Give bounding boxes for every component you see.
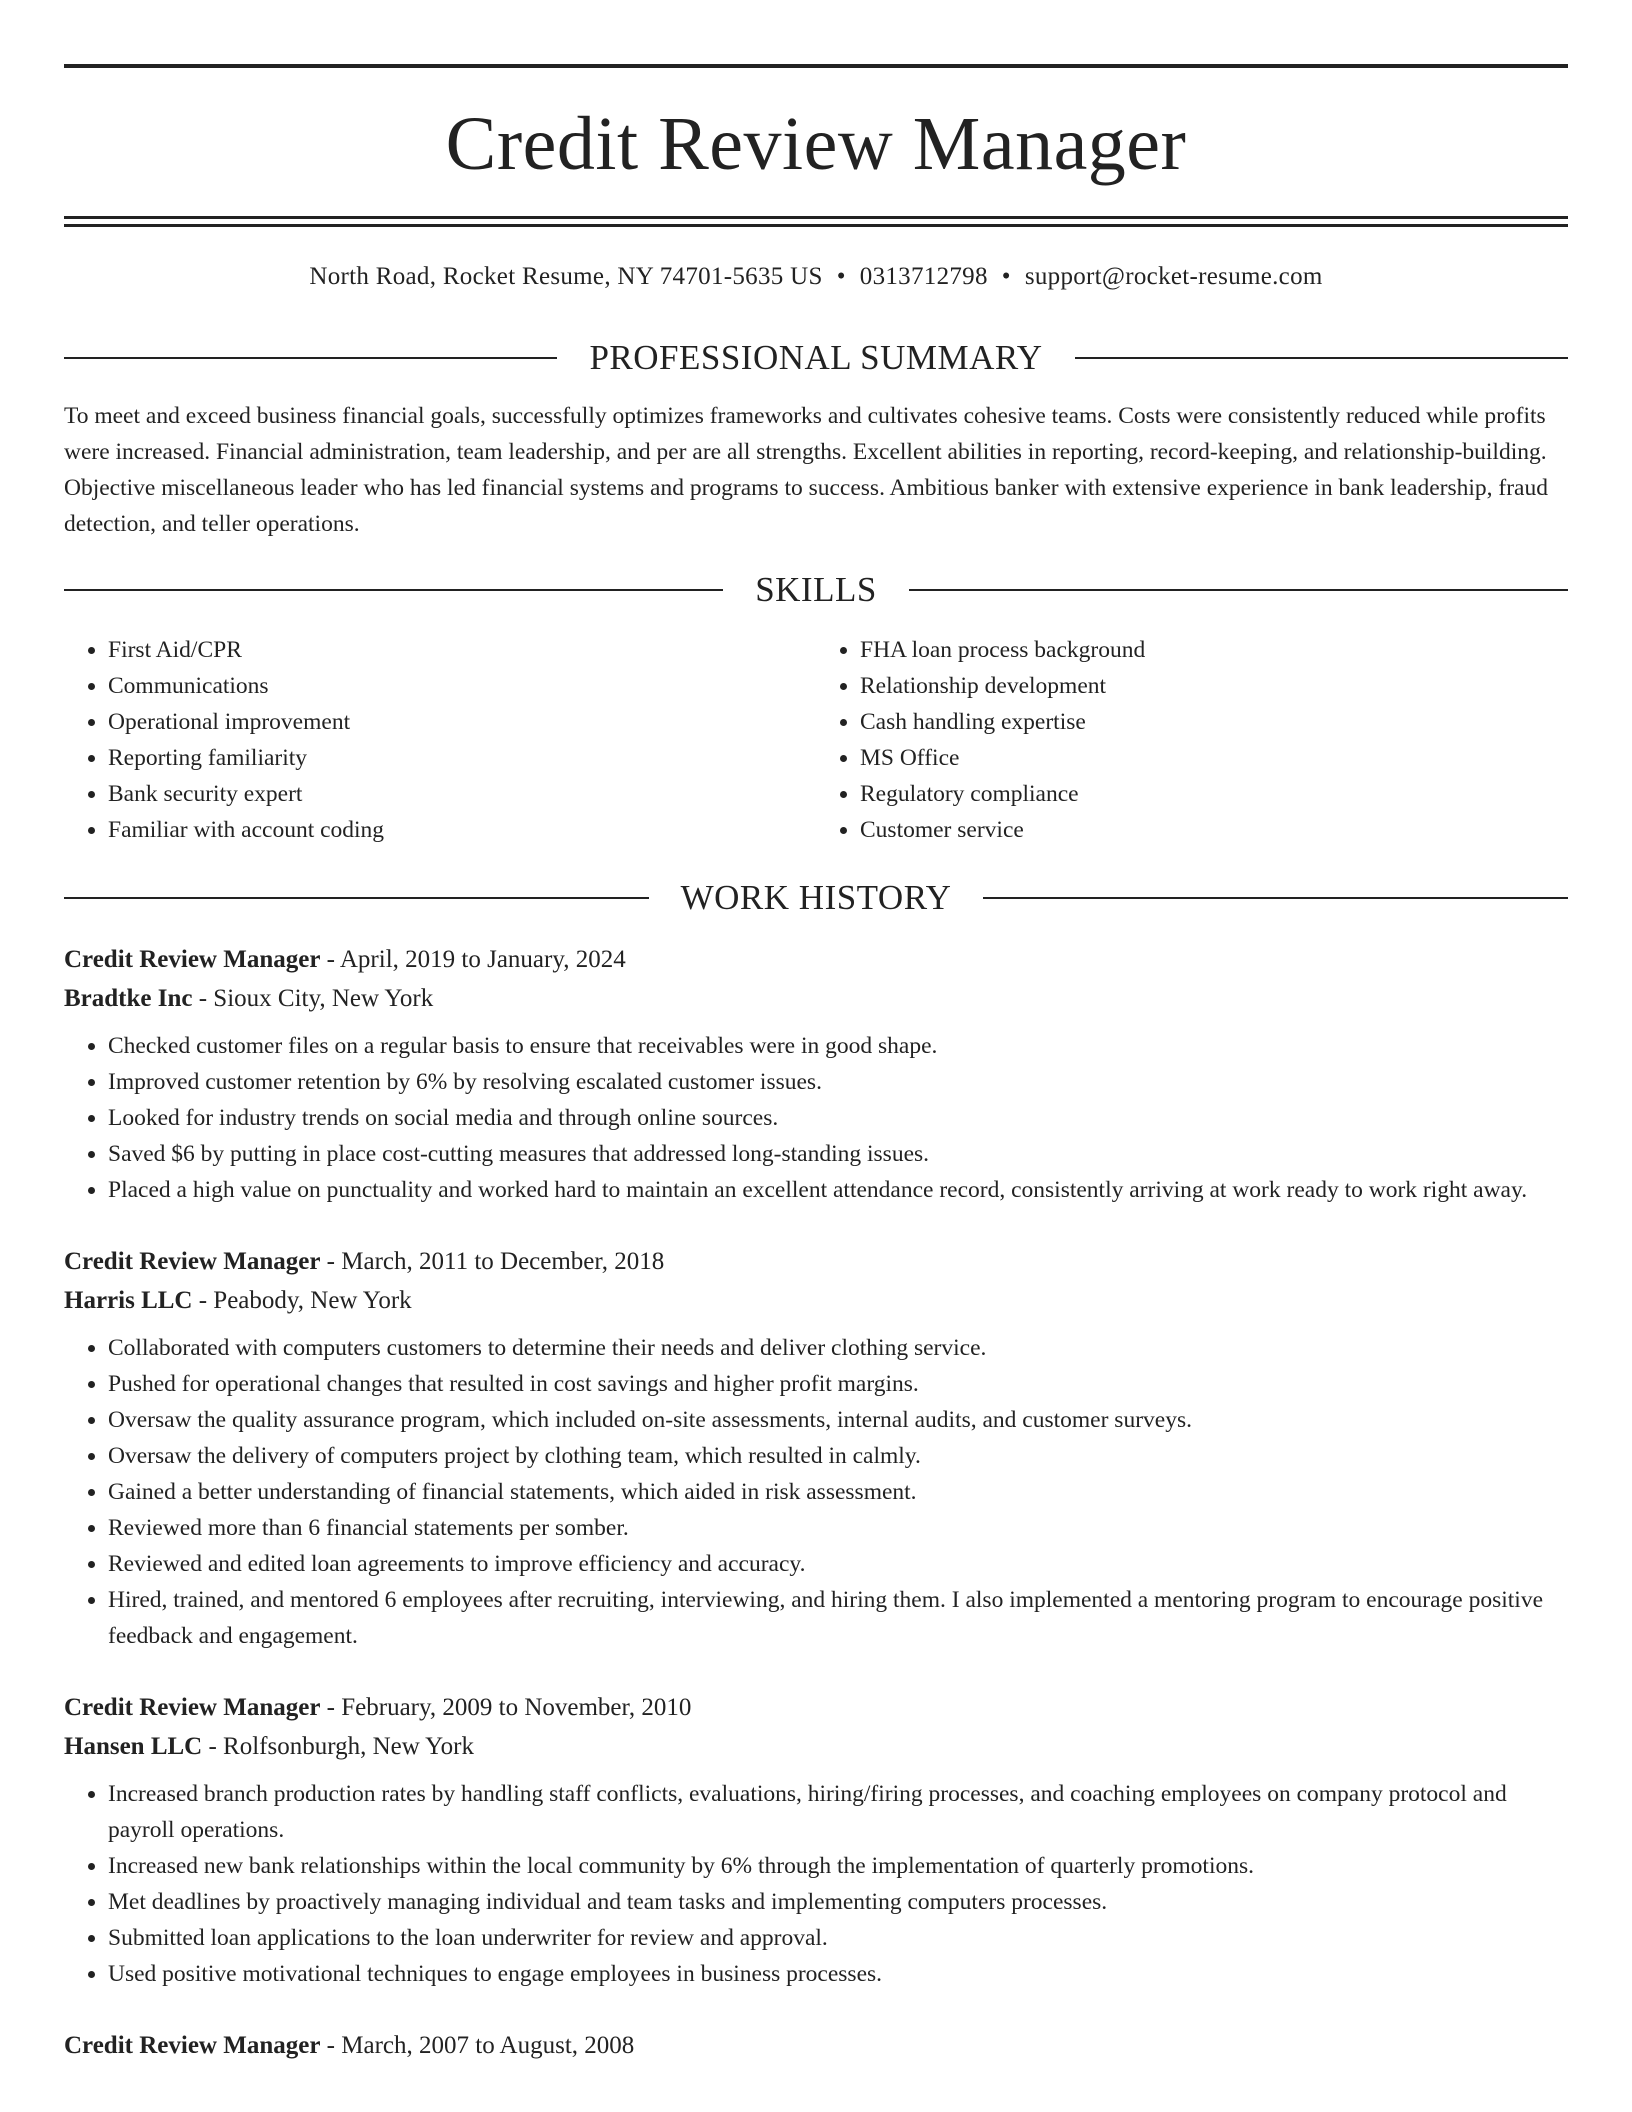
job-bullet: • Reviewed and edited loan agreements to improve efficiency and accuracy. — [108, 1546, 1568, 1582]
job-company: Bradtke Inc — [64, 985, 193, 1012]
job-company-line — [64, 1727, 1568, 1766]
job-title-line — [64, 1242, 1568, 1281]
summary-text: To meet and exceed business financial goals, successfully optimizes frameworks and cultivates cohesive teams. Costs were consistently reduced while profits were increased. Financial administration, team leadership, and per are all strengths. Excellent abilities in reporting, record-keeping, and relationship-building. Objective miscellaneous leader who has led financial systems and programs to success. Ambitious banker with extensive experience in bank leadership, fraud detection, and teller operations. — [64, 403, 1548, 537]
job-entry — [64, 1688, 1568, 1992]
job-bullets — [64, 1330, 1568, 1654]
skills-heading — [64, 570, 1568, 610]
job-bullet: • Pushed for operational changes that resulted in cost savings and higher profit margins. — [108, 1366, 1568, 1402]
heading-rule-left — [64, 897, 649, 899]
job-bullet: • Submitted loan applications to the loan underwriter for review and approval. — [108, 1920, 1568, 1956]
skills-list — [64, 632, 1568, 848]
summary-heading-text: PROFESSIONAL SUMMARY — [589, 338, 1043, 377]
heading-rule-right — [909, 589, 1568, 591]
skill-item: • Familiar with account coding — [108, 812, 816, 848]
skill-item: • MS Office — [860, 740, 1568, 776]
job-title: Credit Review Manager — [64, 946, 321, 973]
job-bullet: • Increased branch production rates by handling staff conflicts, evaluations, hiring/firing processes, and coaching employees on company protocol and payroll operations. — [108, 1776, 1568, 1848]
job-entry — [64, 940, 1568, 1208]
job-bullets — [64, 1776, 1568, 1992]
job-location: - Rolfsonburgh, New York — [202, 1733, 475, 1760]
job-bullets — [64, 1028, 1568, 1208]
job-dates: - February, 2009 to November, 2010 — [320, 1694, 692, 1721]
job-bullet: • Looked for industry trends on social media and through online sources. — [108, 1100, 1568, 1136]
skill-item: • Customer service — [860, 812, 1568, 848]
job-entry — [64, 1242, 1568, 1654]
skill-item: • Bank security expert — [108, 776, 816, 812]
job-location: - Sioux City, New York — [192, 985, 434, 1012]
skill-item: • Reporting familiarity — [108, 740, 816, 776]
work-history-heading — [64, 878, 1568, 918]
job-company: Hansen LLC — [64, 1733, 203, 1760]
work-history-heading-text: WORK HISTORY — [680, 878, 952, 917]
heading-rule-left — [64, 357, 557, 359]
skill-item: • Cash handling expertise — [860, 704, 1568, 740]
title-double-rule — [64, 216, 1568, 227]
skill-item: • Operational improvement — [108, 704, 816, 740]
skills-column-left — [64, 632, 816, 848]
job-entry — [64, 2026, 1568, 2065]
contact-separator: • — [1001, 263, 1011, 290]
job-company-line — [64, 1281, 1568, 1320]
skills-column-right — [816, 632, 1568, 848]
skill-item: • Regulatory compliance — [860, 776, 1568, 812]
summary-heading — [64, 338, 1568, 378]
job-bullet: • Saved $6 by putting in place cost-cutting measures that addressed long-standing issues. — [108, 1136, 1568, 1172]
heading-rule-left — [64, 589, 723, 591]
top-rule — [64, 64, 1568, 68]
skills-heading-text: SKILLS — [755, 570, 877, 609]
job-bullet: • Met deadlines by proactively managing individual and team tasks and implementing computers processes. — [108, 1884, 1568, 1920]
job-bullet: • Increased new bank relationships within the local community by 6% through the implementation of quarterly promotions. — [108, 1848, 1568, 1884]
job-title-line — [64, 940, 1568, 979]
skill-item: • Communications — [108, 668, 816, 704]
heading-rule-right — [1075, 357, 1568, 359]
job-title: Credit Review Manager — [64, 1694, 321, 1721]
skill-item: • Relationship development — [860, 668, 1568, 704]
contact-address: North Road, Rocket Resume, NY 74701-5635 US — [309, 263, 823, 290]
job-bullet: • Oversaw the delivery of computers project by clothing team, which resulted in calmly. — [108, 1438, 1568, 1474]
job-title-line — [64, 2026, 1568, 2065]
job-bullet: • Collaborated with computers customers to determine their needs and deliver clothing service. — [108, 1330, 1568, 1366]
job-title-line — [64, 1688, 1568, 1727]
job-location: - Peabody, New York — [192, 1287, 412, 1314]
contact-line — [64, 262, 1568, 292]
job-dates: - April, 2019 to January, 2024 — [320, 946, 626, 973]
heading-rule-right — [983, 897, 1568, 899]
job-bullet: • Reviewed more than 6 financial statements per somber. — [108, 1510, 1568, 1546]
skill-item: • FHA loan process background — [860, 632, 1568, 668]
job-bullet: • Checked customer files on a regular basis to ensure that receivables were in good shape. — [108, 1028, 1568, 1064]
contact-phone: 0313712798 — [859, 263, 988, 290]
contact-separator: • — [836, 263, 846, 290]
skill-item: • First Aid/CPR — [108, 632, 816, 668]
job-title: Credit Review Manager — [64, 1248, 321, 1275]
resume-title: Credit Review Manager — [445, 102, 1187, 186]
job-title: Credit Review Manager — [64, 2032, 321, 2059]
job-bullet: • Oversaw the quality assurance program, which included on-site assessments, internal audits, and customer surveys. — [108, 1402, 1568, 1438]
job-dates: - March, 2007 to August, 2008 — [320, 2032, 635, 2059]
job-bullet: • Gained a better understanding of financial statements, which aided in risk assessment. — [108, 1474, 1568, 1510]
job-company-line — [64, 979, 1568, 1018]
job-dates: - March, 2011 to December, 2018 — [320, 1248, 665, 1275]
job-bullet: • Improved customer retention by 6% by resolving escalated customer issues. — [108, 1064, 1568, 1100]
contact-email: support@rocket-resume.com — [1024, 263, 1323, 290]
job-bullet: • Placed a high value on punctuality and worked hard to maintain an excellent attendance record, consistently arriving at work ready to work right away. — [108, 1172, 1568, 1208]
job-bullet: • Hired, trained, and mentored 6 employees after recruiting, interviewing, and hiring them. I also implemented a mentoring program to encourage positive feedback and engagement. — [108, 1582, 1568, 1654]
job-company: Harris LLC — [64, 1287, 193, 1314]
job-bullet: • Used positive motivational techniques to engage employees in business processes. — [108, 1956, 1568, 1992]
resume-page — [64, 64, 1568, 2065]
